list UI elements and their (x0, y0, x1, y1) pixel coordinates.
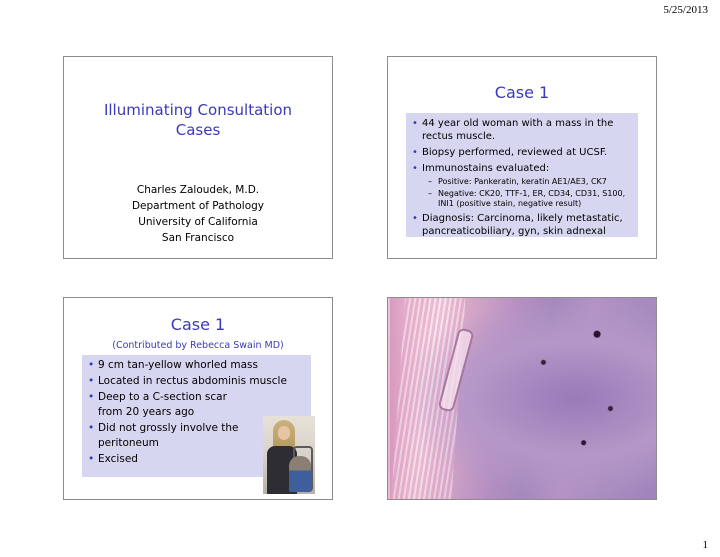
bullet-item: • Diagnosis: Carcinoma, likely metastatic, pancreaticobiliary, gyn, skin adnexal (412, 212, 632, 238)
slide-3-case-1 (63, 297, 333, 500)
slide-2-case-1 (387, 56, 657, 259)
sub-bullet-item: – Positive: Pankeratin, keratin AE1/AE3, CK7 (422, 177, 632, 187)
bullet-item: • Excised (88, 452, 305, 467)
author-city: San Francisco (161, 232, 235, 244)
author-department: Department of Pathology (131, 200, 265, 212)
presentation-title (64, 100, 332, 140)
sub-bullet-item: – Negative: CK20, TTF-1, ER, CD34, CD31, S100, INI1 (positive stain, negative result) (422, 189, 632, 209)
bullet-text: Immunostains evaluated: (422, 163, 550, 174)
photo-child (289, 456, 311, 492)
author-university: University of California (138, 216, 258, 228)
bullet-item (412, 162, 632, 209)
slide-title: Case 1 (170, 315, 226, 334)
bullet-item: • Located in rectus abdominis muscle (88, 374, 305, 389)
author-name: Charles Zaloudek, M.D. (136, 184, 260, 196)
print-date: 5/25/2013 (663, 4, 708, 16)
bullet-item: • Did not grossly involve the peritoneum (88, 421, 305, 451)
bullet-list (412, 117, 632, 238)
title-line-1: Illuminating Consultation (103, 101, 293, 119)
sub-bullet-list (422, 177, 632, 209)
bullet-item: • 9 cm tan-yellow whorled mass (88, 358, 305, 373)
patient-photo (263, 416, 315, 494)
bullet-item: • Biopsy performed, reviewed at UCSF. (412, 146, 632, 159)
page-number: 1 (702, 539, 708, 551)
author-block (64, 182, 332, 246)
slide-1-title (63, 56, 333, 259)
slide-4-histology-image (387, 297, 657, 500)
title-line-2: Cases (175, 121, 221, 139)
contributor-line: (Contributed by Rebecca Swain MD) (112, 340, 284, 351)
photo-face (278, 426, 290, 440)
bullet-box (406, 113, 638, 237)
bullet-item: • Deep to a C-section scar from 20 years ago (88, 390, 305, 420)
bullet-item: • 44 year old woman with a mass in the rectus muscle. (412, 117, 632, 143)
slide-title: Case 1 (494, 83, 550, 102)
